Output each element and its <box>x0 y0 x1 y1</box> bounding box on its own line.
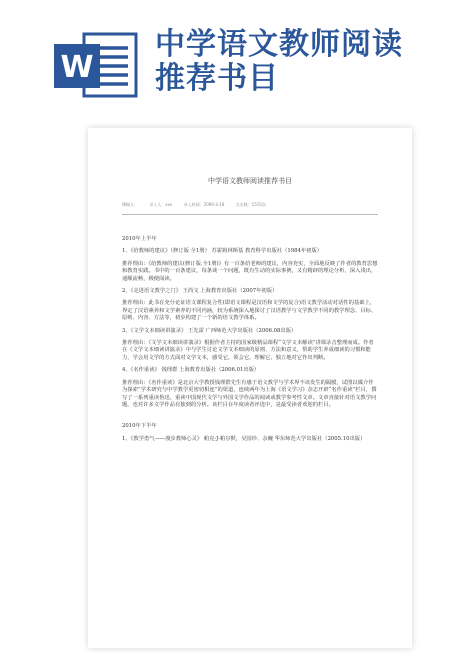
banner-title <box>155 28 465 96</box>
book-reason-2: 推荐理由：此书在充分论证语文课程复合性(即语文课程是汉语和文学的复合)语文教学活动对话性的基础上，界定了汉语素养和文学素养的不同内涵，较为系统深入地探讨了汉语教学与文学教学不同的教学理念、目标、原则、内容、方法等，初步构建了一个新的语文教学体系。 <box>122 300 377 322</box>
document-meta <box>122 202 382 208</box>
book-item-2: 2、《走进语文教学之门》 王尚文 上海教育出版社（2007年初版） <box>122 288 278 295</box>
book-reason-4: 推荐理由：《名作重读》是北京大学教授钱理群先生有感于语文教学与学术界不该发生的隔膜，试图以媒介作为探索”学术研究与中学教学更密切相连”的渠道，连续两年为上海《语文学习》杂志开辟“名作重读”栏目，撰写了一系列重读鲁迅、重读中国现代文学与外国文学作品的阅读或教学参考性文章。文章直接针对语文教学问题，也对许多文学作品有独到的分析。该栏目在年度读者评选中，是最受读者欢迎的栏目。 <box>122 379 377 408</box>
book-reason-1: 推荐理由：《给教师的建议(修订版.全1册)》有一百条给老师的建议，内容充实，全面地反映了作者的教育思想和教育实践。书中的一百条建议，每条谈一个问题，既有生动的实际事例，又有精辟的理论分析，深入浅出，通顺流畅，极便阅读。 <box>122 260 378 282</box>
svg-text:W: W <box>60 50 94 85</box>
meta-author: 撰稿人： <box>122 202 138 207</box>
document-body <box>122 236 378 443</box>
book-item-1: 1、《给教师的建议》（修订版 全1册） 苏霍姆林斯基 教育科学出版社（1984年初版） <box>122 248 323 255</box>
book-item-5: 1、《教学勇气——漫步教师心灵》 帕克·J·帕尔默，吴国珍、余巍 华东师范大学出版社（2005.10出版） <box>122 435 366 442</box>
banner <box>0 0 474 130</box>
section-heading-first-half: 2010年上半年 <box>122 236 157 242</box>
meta-divider <box>122 214 378 215</box>
banner-title-line2: 推荐书目 <box>155 61 279 96</box>
document-title: 中学语文教师阅读推荐书目 <box>208 177 292 185</box>
meta-entry-time: 录入时间：2009-3-18 <box>183 202 225 207</box>
book-reason-3: 推荐理由：《文学文本细读讲演录》根据作者主持的国家级精品课程“文学文本解读”讲课录音整理而成。作者在《文学文本细读讲演录》中与学生讨论文学文本细读的原则、方法和意义，帮助学生养成细读的习惯和能力，学会用文学的方式面对文学文本，感受它，领会它，理解它，独立地对它作出判断。 <box>122 340 374 361</box>
section-heading-second-half: 2010年下半年 <box>122 423 157 430</box>
banner-title-line1: 中学语文教师阅读 <box>155 27 403 62</box>
meta-entry-person: 录入人：xxx <box>149 202 173 207</box>
book-item-4: 4、《名作重读》 钱理群 上海教育出版社（2006.01出版） <box>122 367 260 374</box>
word-document-icon <box>54 30 140 100</box>
document-page <box>88 128 412 648</box>
book-item-3: 3、《文学文本细读讲演录》 王先霈 广西师范大学出版社（2006.08出版） <box>122 327 297 334</box>
meta-click-count: 点击数：1515次 <box>235 202 266 207</box>
